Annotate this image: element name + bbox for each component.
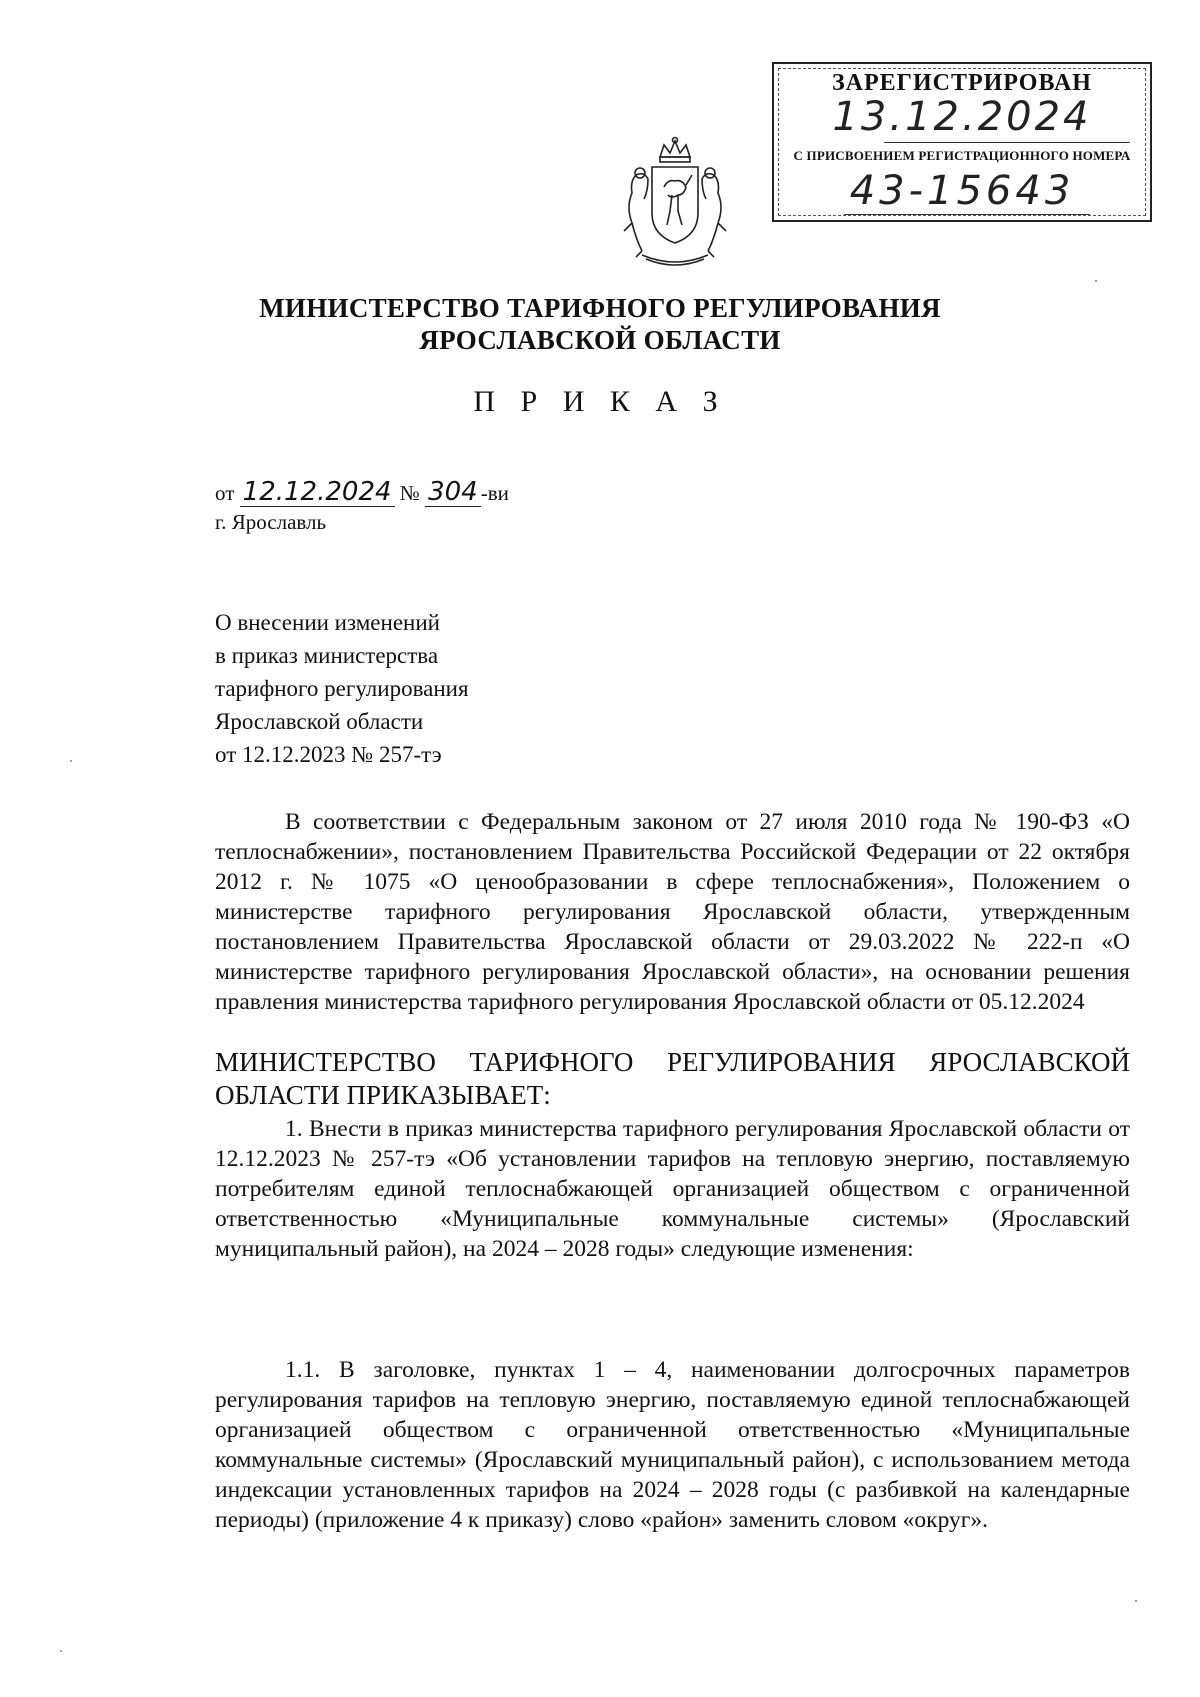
preamble-paragraph: В соответствии с Федеральным законом от 27 июля 2010 года № 190-ФЗ «О теплоснабжении», постановлением Правительства Российской Федерации от 22 октября 2012 г. № 1075 «О ценообразовании в сфере теплоснабжения», Положением о министерстве тарифного регулирования Ярославской области, утвержденным постановлением Правительства Ярославской области от 29.03.2022 № 222-п «О министерстве тарифного регулирования Ярославской области», на основании решения правления министерства тарифного регулирования Ярославской области от 05.12.2024 — [215, 809, 1130, 1015]
order-from-prefix: от — [215, 481, 235, 505]
scan-speck — [70, 760, 72, 762]
stamp-title: ЗАРЕГИСТРИРОВАН — [832, 70, 1092, 96]
subject-line: тарифного регулирования — [215, 676, 469, 701]
item-1-1-paragraph: 1.1. В заголовке, пунктах 1 – 4, наименовании долгосрочных параметров регулирования тарифов на тепловую энергию, поставляемую единой теплоснабжающей организацией обществом с ограниченной ответственностью «Муниципальные коммунальные системы» (Ярославский муниципальный район), с использованием метода индексации установленных тарифов на 2024 – 2028 годы (с разбивкой на календарные периоды) (приложение 4 к приказу) слово «район» заменить словом «округ». — [215, 1357, 1130, 1533]
order-number-prefix: № — [399, 481, 420, 505]
order-subject — [215, 606, 469, 771]
registration-stamp — [772, 62, 1152, 222]
stamp-number-underline — [844, 214, 1090, 215]
subject-line: от 12.12.2023 № 257-тэ — [215, 742, 442, 767]
stamp-registration-number: 43-15643 — [849, 168, 1075, 214]
order-number-suffix: -ви — [480, 481, 509, 505]
order-number: 304 — [425, 478, 481, 507]
scan-speck — [1135, 1600, 1137, 1602]
stamp-date-underline — [884, 142, 1130, 143]
stamp-subtitle: С ПРИСВОЕНИЕМ РЕГИСТРАЦИОННОГО НОМЕРА — [793, 148, 1131, 163]
orders-statement: МИНИСТЕРСТВО ТАРИФНОГО РЕГУЛИРОВАНИЯ ЯРОСЛАВСКОЙ ОБЛАСТИ ПРИКАЗЫВАЕТ: — [215, 1047, 1130, 1110]
order-date: 12.12.2024 — [240, 478, 395, 507]
scan-speck — [1095, 280, 1097, 282]
subject-line: в приказ министерства — [215, 643, 439, 668]
ministry-name-line2: ЯРОСЛАВСКОЙ ОБЛАСТИ — [419, 325, 781, 355]
subject-line: Ярославской области — [215, 709, 424, 734]
scan-speck — [60, 1650, 62, 1652]
item-1-paragraph: 1. Внести в приказ министерства тарифного регулирования Ярославской области от 12.12.2023 № 257-тэ «Об установлении тарифов на тепловую энергию, поставляемую потребителям единой теплоснабжающей организацией обществом с ограниченной ответственностью «Муниципальные коммунальные системы» (Ярославский муниципальный район), на 2024 – 2028 годы» следующие изменения: — [215, 1116, 1130, 1262]
order-city: г. Ярославль — [215, 510, 327, 534]
subject-line: О внесении изменений — [215, 610, 440, 635]
stamp-registration-date: 13.12.2024 — [832, 94, 1092, 140]
order-date-line — [215, 478, 509, 507]
coat-of-arms-icon — [612, 135, 738, 267]
document-type-title: П Р И К А З — [473, 385, 727, 418]
ministry-name-line1: МИНИСТЕРСТВО ТАРИФНОГО РЕГУЛИРОВАНИЯ — [259, 293, 941, 323]
